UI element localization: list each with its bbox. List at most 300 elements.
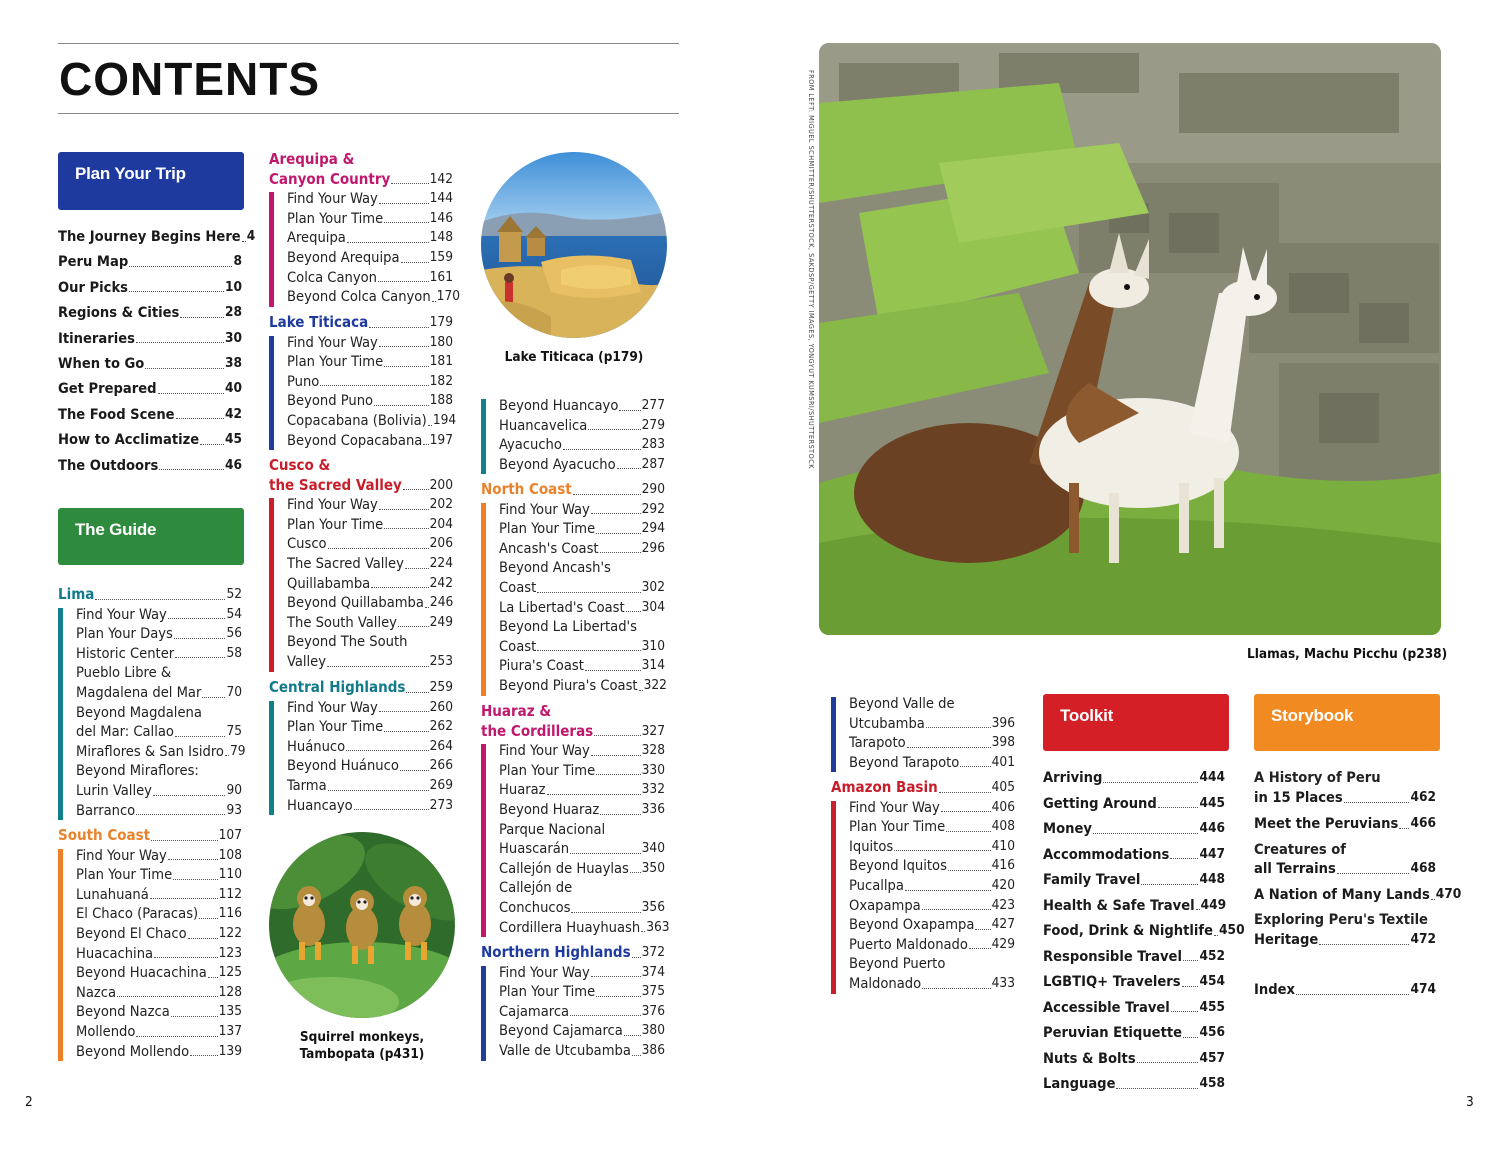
entry-title: Nazca <box>76 983 117 1001</box>
page-number: 279 <box>641 416 665 433</box>
amazon-item[interactable] <box>849 856 1015 876</box>
entry-title: Valley <box>287 653 327 670</box>
northern-cont-item[interactable]: Beyond Valle de <box>849 695 955 712</box>
entry-title: The Outdoors <box>58 456 159 474</box>
storybook-item[interactable] <box>1254 980 1436 1000</box>
dot-leader <box>171 1016 218 1017</box>
dot-leader <box>151 840 218 841</box>
entry-title: Plan Your Time <box>499 983 596 1001</box>
entry-title: Beyond Oxapampa <box>849 916 975 934</box>
entry-title: Lake Titicaca <box>269 313 369 331</box>
entry-title: Nuts & Bolts <box>1043 1049 1136 1067</box>
entry-title: The Journey Begins Here <box>58 228 241 245</box>
south-item[interactable] <box>76 1002 242 1022</box>
entry-title: Coast <box>499 579 537 596</box>
dot-leader <box>225 755 229 756</box>
dot-leader <box>379 711 429 712</box>
toolkit-item[interactable] <box>1043 972 1225 992</box>
llamas-image <box>819 43 1441 635</box>
entry-title: Lurin Valley <box>76 782 152 799</box>
central-cont-item[interactable] <box>499 396 665 416</box>
plan-item[interactable] <box>58 430 242 450</box>
page-number: 340 <box>641 840 665 857</box>
arequipa-item[interactable] <box>287 248 453 268</box>
page-number: 246 <box>429 594 454 611</box>
south-item[interactable] <box>76 865 242 885</box>
dot-leader <box>384 731 428 732</box>
northern-item[interactable] <box>499 1041 665 1061</box>
entry-title: Beyond Cajamarca <box>499 1022 623 1040</box>
entry-title: Puno <box>287 372 320 390</box>
huaraz-item[interactable] <box>499 800 665 820</box>
page-number: 264 <box>429 737 453 754</box>
dot-leader <box>624 1035 641 1036</box>
lima-item[interactable] <box>76 605 242 625</box>
titicaca-item[interactable] <box>287 391 453 411</box>
north-item[interactable] <box>499 500 665 520</box>
dot-leader <box>1141 884 1198 885</box>
page-number: 260 <box>429 698 453 715</box>
page-number: 408 <box>991 818 1015 835</box>
dot-leader <box>129 266 232 267</box>
entry-title: Tarapoto <box>849 734 906 752</box>
llamas-caption: Llamas, Machu Picchu (p238) <box>1247 646 1448 662</box>
titicaca-item[interactable] <box>287 431 453 451</box>
toolkit-item[interactable] <box>1043 870 1225 890</box>
dot-leader <box>594 735 640 736</box>
south-item[interactable] <box>76 983 242 1003</box>
cusco-item[interactable] <box>287 554 453 574</box>
entry-title: Central Highlands <box>269 678 406 696</box>
entry-title: Ancash's Coast <box>499 539 599 557</box>
entry-title: Callejón de Huaylas <box>499 859 629 877</box>
north-item[interactable]: Beyond La Libertad's <box>499 618 637 636</box>
entry-title: Beyond Colca Canyon <box>287 288 431 306</box>
entry-title: Coast <box>499 637 537 655</box>
page-number: 125 <box>218 964 242 981</box>
toolkit-item[interactable] <box>1043 921 1245 941</box>
storybook-item[interactable]: Exploring Peru's Textile <box>1254 911 1428 928</box>
storybook-item[interactable] <box>1254 885 1462 905</box>
lima-item[interactable] <box>76 742 246 762</box>
north-heading[interactable] <box>481 480 665 500</box>
page-number: 142 <box>429 170 453 187</box>
central-cont-bar <box>481 399 486 474</box>
dot-leader <box>384 366 428 367</box>
cusco-heading[interactable] <box>269 476 453 496</box>
dot-leader <box>1182 986 1199 987</box>
page-number: 416 <box>991 857 1015 874</box>
south-item[interactable] <box>76 846 242 866</box>
toolkit-item[interactable] <box>1043 896 1225 916</box>
dot-leader <box>596 774 640 775</box>
dot-leader <box>632 1055 641 1056</box>
central-cont-item[interactable] <box>499 416 665 436</box>
arequipa-item[interactable] <box>287 189 453 209</box>
dot-leader <box>939 792 991 793</box>
titicaca-heading[interactable] <box>269 313 453 333</box>
lima-item[interactable]: Beyond Magdalena <box>76 703 202 721</box>
entry-title: How to Acclimatize <box>58 431 200 449</box>
dot-leader <box>371 587 428 588</box>
dot-leader <box>922 909 991 910</box>
dot-leader <box>641 931 645 932</box>
entry-title: A Nation of Many Lands <box>1254 886 1430 903</box>
plan-item[interactable] <box>58 252 242 272</box>
lima-item[interactable] <box>76 683 242 703</box>
huaraz-heading-line1[interactable]: Huaraz & <box>481 702 552 720</box>
north-item[interactable] <box>499 539 665 559</box>
page-number: 420 <box>991 877 1015 893</box>
arequipa-bar <box>269 192 274 307</box>
entry-title: Family Travel <box>1043 871 1141 888</box>
amazon-item[interactable] <box>849 817 1015 837</box>
cusco-item[interactable] <box>287 593 453 613</box>
lima-item[interactable] <box>76 644 242 664</box>
huaraz-item[interactable] <box>499 741 665 761</box>
entry-title: Responsible Travel <box>1043 947 1182 965</box>
page-number: 405 <box>991 779 1015 795</box>
huaraz-item[interactable]: Callejón de <box>499 879 573 897</box>
south-item[interactable] <box>76 963 242 983</box>
plan-item[interactable] <box>58 303 242 323</box>
cusco-item[interactable] <box>287 534 453 554</box>
dot-leader <box>596 533 640 534</box>
huaraz-item[interactable] <box>499 839 665 859</box>
huaraz-item[interactable] <box>499 761 665 781</box>
page-number: 287 <box>641 455 665 472</box>
entry-title: Find Your Way <box>76 605 167 623</box>
arequipa-heading[interactable] <box>269 170 453 190</box>
entry-title: Cordillera Huayhuash <box>499 918 641 936</box>
dot-leader <box>136 814 225 815</box>
south-item[interactable] <box>76 904 242 924</box>
page-number: 332 <box>641 781 665 798</box>
plan-item[interactable] <box>58 354 242 374</box>
llamas-machu-picchu-photo <box>819 43 1441 635</box>
dot-leader <box>136 1036 217 1037</box>
page-number: 159 <box>429 249 453 265</box>
page-number: 429 <box>991 935 1015 952</box>
dot-leader <box>573 494 641 495</box>
entry-title: Beyond Nazca <box>76 1003 170 1021</box>
entry-title: in 15 Places <box>1254 789 1343 806</box>
dot-leader <box>585 670 641 671</box>
north-item[interactable] <box>499 656 665 676</box>
page-number: 253 <box>429 653 453 669</box>
dot-leader <box>1344 802 1410 803</box>
entry-title: Northern Highlands <box>481 943 631 961</box>
page-number: 135 <box>218 1003 242 1020</box>
dot-leader <box>1319 944 1409 945</box>
huaraz-item[interactable]: Parque Nacional <box>499 820 606 838</box>
toolkit-item[interactable] <box>1043 845 1225 865</box>
plan-item[interactable] <box>58 456 242 476</box>
entry-title: Language <box>1043 1075 1116 1092</box>
cusco-item[interactable] <box>287 515 453 535</box>
toolkit-item[interactable] <box>1043 819 1225 839</box>
titicaca-item[interactable] <box>287 372 453 392</box>
central-item[interactable] <box>287 756 453 776</box>
lima-item[interactable]: Pueblo Libre & <box>76 664 172 682</box>
entry-title: Heritage <box>1254 931 1319 948</box>
huaraz-item[interactable] <box>499 918 670 938</box>
page-number: 40 <box>224 380 242 397</box>
entry-title: LGBTIQ+ Travelers <box>1043 973 1181 990</box>
storybook-item[interactable] <box>1254 930 1436 950</box>
south-item[interactable] <box>76 944 242 964</box>
toolkit-item[interactable] <box>1043 768 1225 788</box>
page-number: 322 <box>643 677 667 693</box>
dot-leader <box>173 879 217 880</box>
amazon-heading[interactable] <box>831 778 1015 798</box>
page-number: 336 <box>641 801 665 817</box>
toolkit-item[interactable] <box>1043 794 1225 814</box>
amazon-item[interactable] <box>849 915 1015 935</box>
entry-title: del Mar: Callao <box>76 723 174 741</box>
entry-title: Maldonado <box>849 975 922 992</box>
dot-leader <box>327 666 429 667</box>
page-number: 304 <box>641 598 665 615</box>
amazon-item[interactable]: Beyond Puerto <box>849 955 946 973</box>
entry-title: The Food Scene <box>58 405 175 423</box>
storybook-item[interactable] <box>1254 788 1436 808</box>
page-number: 56 <box>226 625 242 642</box>
entry-title: Plan Your Time <box>287 209 384 227</box>
south-item[interactable] <box>76 1022 242 1042</box>
arequipa-item[interactable] <box>287 268 453 288</box>
dot-leader <box>347 242 429 243</box>
dot-leader <box>405 568 429 569</box>
page-number: 455 <box>1199 998 1225 1015</box>
entry-title: Huacachina <box>76 944 154 962</box>
page-number: 310 <box>641 637 665 654</box>
page-number: 206 <box>429 535 453 552</box>
page-number: 90 <box>226 782 242 798</box>
dot-leader <box>639 690 643 691</box>
storybook-item[interactable] <box>1254 814 1436 834</box>
entry-title: the Sacred Valley <box>269 475 402 494</box>
cusco-item[interactable]: Beyond The South <box>287 633 408 651</box>
dot-leader <box>619 410 640 411</box>
entry-title: Meet the Peruvians <box>1254 815 1399 832</box>
dot-leader <box>630 872 641 873</box>
page-number: 122 <box>218 925 242 941</box>
north-item[interactable] <box>499 519 665 539</box>
lima-bar <box>58 608 63 821</box>
dot-leader <box>136 342 224 343</box>
dot-leader <box>1196 909 1200 910</box>
storybook-box[interactable]: Storybook <box>1254 694 1440 751</box>
lima-item[interactable] <box>76 624 242 644</box>
page-number: 374 <box>641 963 665 980</box>
entry-title: Cusco <box>287 535 327 553</box>
huaraz-heading[interactable] <box>481 722 665 742</box>
northern-item[interactable] <box>499 1002 665 1022</box>
titicaca-item[interactable] <box>287 333 453 353</box>
amazon-item[interactable] <box>849 896 1015 916</box>
dot-leader <box>1337 873 1410 874</box>
toolkit-item[interactable] <box>1043 1023 1225 1043</box>
entry-title: Accessible Travel <box>1043 998 1170 1016</box>
entry-title: Plan Your Time <box>499 520 596 538</box>
amazon-item[interactable] <box>849 837 1015 857</box>
dot-leader <box>406 692 428 693</box>
dot-leader <box>117 996 218 997</box>
central-item[interactable] <box>287 776 453 796</box>
toolkit-item[interactable] <box>1043 947 1225 967</box>
page-number: 445 <box>1199 794 1225 811</box>
dot-leader <box>1093 833 1199 834</box>
south-item[interactable] <box>76 924 242 944</box>
entry-title: Getting Around <box>1043 794 1157 812</box>
north-item[interactable] <box>499 637 665 657</box>
dot-leader <box>975 929 990 930</box>
dot-leader <box>401 262 429 263</box>
arequipa-item[interactable] <box>287 209 453 229</box>
lake-titicaca-caption: Lake Titicaca (p179) <box>504 349 644 365</box>
page-number: 456 <box>1199 1024 1225 1040</box>
lima-item[interactable] <box>76 722 242 742</box>
lima-heading[interactable] <box>58 585 242 605</box>
dot-leader <box>571 912 640 913</box>
dot-leader <box>242 241 246 242</box>
entry-title: Huancavelica <box>499 416 588 434</box>
central-item[interactable] <box>287 796 453 816</box>
cusco-item[interactable] <box>287 652 453 672</box>
page-number: 302 <box>641 579 665 595</box>
dot-leader <box>922 988 991 989</box>
toolkit-box[interactable]: Toolkit <box>1043 694 1229 751</box>
lima-item[interactable]: Beyond Miraflores: <box>76 762 199 780</box>
south-bar <box>58 849 63 1062</box>
lima-item[interactable] <box>76 781 242 801</box>
page-number: 123 <box>218 944 242 961</box>
page-number: 93 <box>226 801 242 818</box>
cusco-item[interactable] <box>287 613 453 633</box>
the-guide-box[interactable]: The Guide <box>58 508 244 565</box>
arequipa-item[interactable] <box>287 287 461 307</box>
entry-title: Beyond Arequipa <box>287 249 400 266</box>
north-item[interactable]: Beyond Ancash's <box>499 559 611 577</box>
entry-title: Beyond Copacabana <box>287 431 423 449</box>
dot-leader <box>432 301 436 302</box>
south-item[interactable] <box>76 1042 242 1062</box>
northern-cont-bar <box>831 697 836 772</box>
central-cont-item[interactable] <box>499 455 665 475</box>
page-number: 296 <box>641 539 665 556</box>
dot-leader <box>570 1015 641 1016</box>
cusco-heading-line1[interactable]: Cusco & <box>269 456 331 474</box>
page-number: 52 <box>226 586 242 602</box>
titicaca-item[interactable] <box>287 411 457 431</box>
entry-title: Find Your Way <box>849 798 940 816</box>
dot-leader <box>208 977 218 978</box>
entry-title: Find Your Way <box>76 846 167 864</box>
plan-item[interactable] <box>58 329 242 349</box>
amazon-item[interactable] <box>849 798 1015 818</box>
toolkit-item[interactable] <box>1043 1074 1225 1094</box>
central-item[interactable] <box>287 698 453 718</box>
north-item[interactable] <box>499 676 665 696</box>
entry-title: North Coast <box>481 480 572 498</box>
north-item[interactable] <box>499 578 665 598</box>
entry-title: Historic Center <box>76 644 175 662</box>
plan-item[interactable] <box>58 227 256 247</box>
page-number: 350 <box>641 859 665 876</box>
dot-leader <box>547 794 641 795</box>
dot-leader <box>1183 1037 1198 1038</box>
entry-title: Beyond Quillabamba <box>287 594 424 612</box>
toolkit-item[interactable] <box>1043 1049 1225 1069</box>
south-item[interactable] <box>76 885 242 905</box>
northern-heading[interactable] <box>481 943 665 963</box>
cusco-item[interactable] <box>287 495 453 515</box>
storybook-item[interactable]: Creatures of <box>1254 841 1347 858</box>
huaraz-item[interactable] <box>499 780 665 800</box>
north-item[interactable] <box>499 598 665 618</box>
northern-cont-item[interactable] <box>849 733 1015 753</box>
entry-title: Pucallpa <box>849 877 904 894</box>
huaraz-item[interactable] <box>499 898 665 918</box>
page-number: 290 <box>641 481 665 497</box>
page-number: 242 <box>429 574 453 591</box>
titicaca-item[interactable] <box>287 352 453 372</box>
lima-item[interactable] <box>76 801 242 821</box>
dot-leader <box>425 607 429 608</box>
central-cont-item[interactable] <box>499 435 665 455</box>
dot-leader <box>591 513 641 514</box>
dot-leader <box>946 831 990 832</box>
arequipa-item[interactable] <box>287 228 453 248</box>
central-heading[interactable] <box>269 678 453 698</box>
amazon-item[interactable] <box>849 876 1015 896</box>
entry-title: Plan Your Days <box>76 625 173 643</box>
entry-title: Money <box>1043 820 1092 837</box>
northern-cont-item[interactable] <box>849 714 1015 734</box>
dot-leader <box>596 996 640 997</box>
northern-item[interactable] <box>499 982 665 1002</box>
lake-titicaca-image <box>481 152 667 338</box>
central-item[interactable] <box>287 737 453 757</box>
page-number: 427 <box>991 916 1015 933</box>
cusco-item[interactable] <box>287 574 453 594</box>
page-number: 202 <box>429 496 453 513</box>
amazon-item[interactable] <box>849 935 1015 955</box>
northern-item[interactable] <box>499 1021 665 1041</box>
arequipa-heading-line1[interactable]: Arequipa & <box>269 150 355 168</box>
northern-cont-item[interactable] <box>849 753 1015 773</box>
plan-item[interactable] <box>58 278 242 298</box>
south-heading[interactable] <box>58 826 242 846</box>
storybook-item[interactable]: A History of Peru <box>1254 769 1381 786</box>
plan-item[interactable] <box>58 405 242 425</box>
huaraz-item[interactable] <box>499 859 665 879</box>
entry-title: Valle de Utcubamba <box>499 1042 631 1059</box>
entry-title: Piura's Coast <box>499 657 584 675</box>
toolkit-item[interactable] <box>1043 998 1225 1018</box>
northern-item[interactable] <box>499 963 665 983</box>
plan-your-trip-box[interactable]: Plan Your Trip <box>58 152 244 210</box>
storybook-item[interactable] <box>1254 859 1436 879</box>
dot-leader <box>180 317 224 318</box>
amazon-item[interactable] <box>849 974 1015 994</box>
dot-leader <box>398 626 429 627</box>
central-item[interactable] <box>287 717 453 737</box>
entry-title: Arriving <box>1043 769 1103 786</box>
entry-title: Beyond Huánuco <box>287 757 399 775</box>
plan-item[interactable] <box>58 379 242 399</box>
